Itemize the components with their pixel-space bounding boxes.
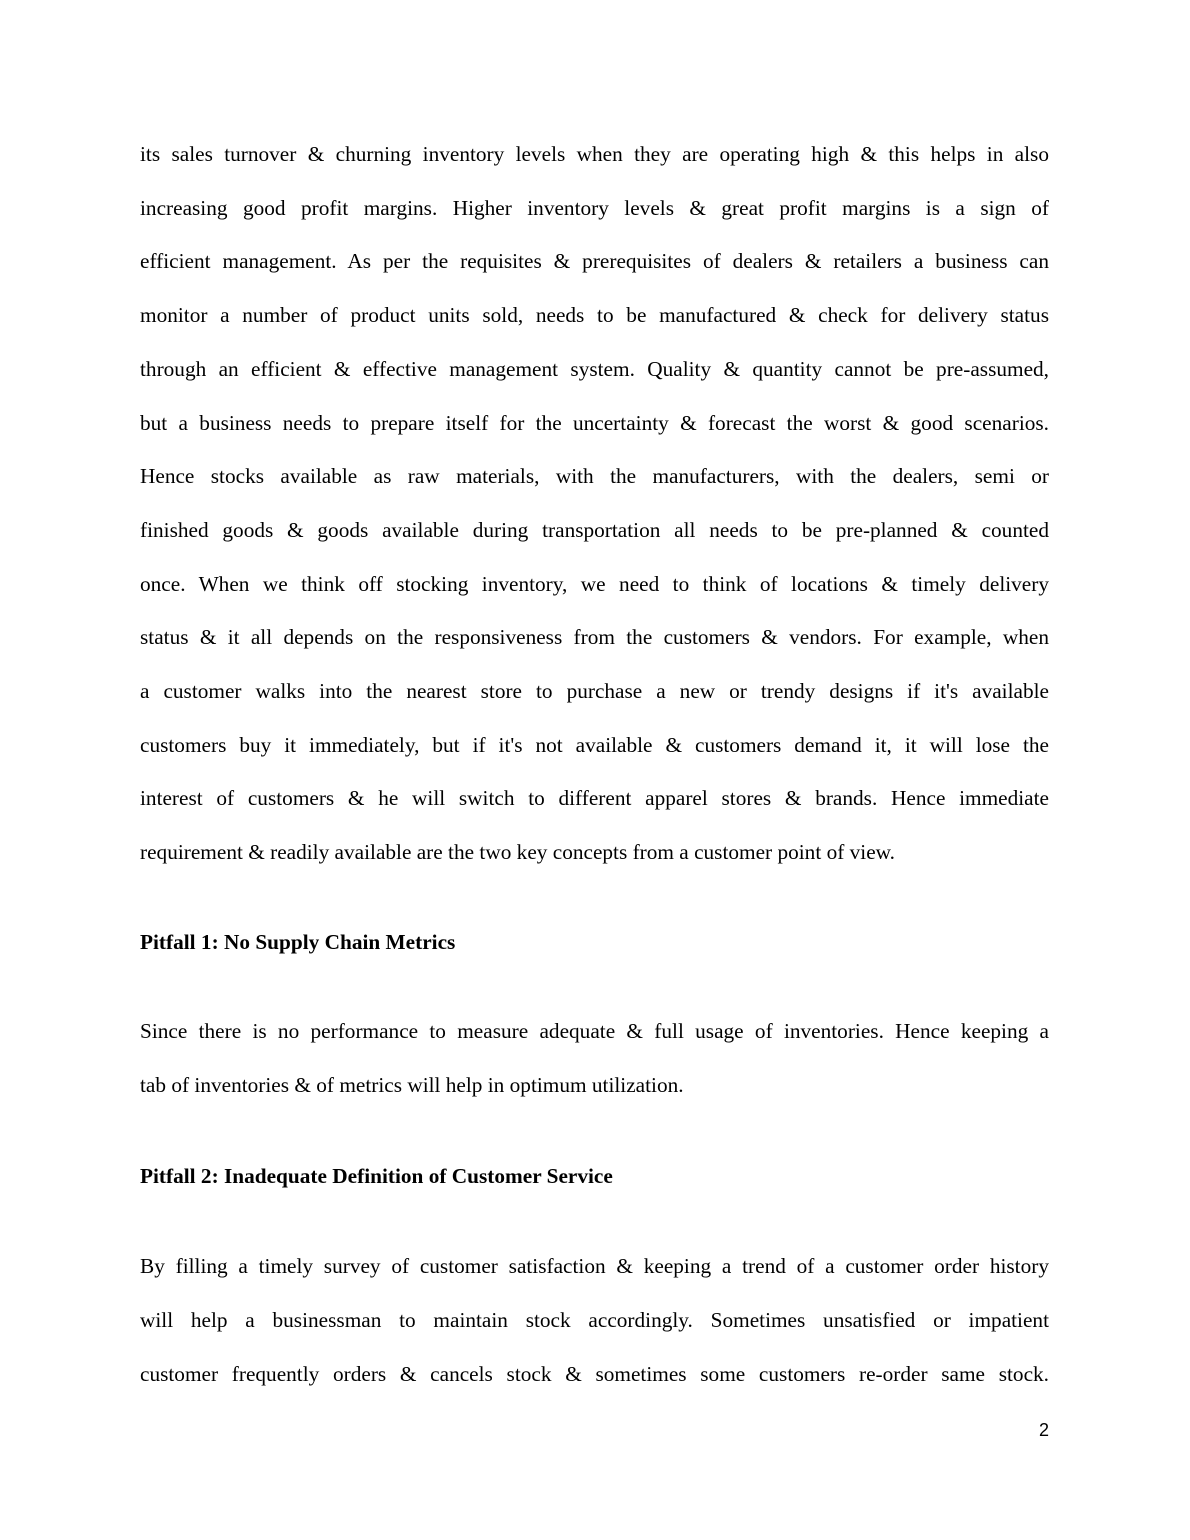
section-heading-pitfall-2: Pitfall 2: Inadequate Definition of Customer Service	[140, 1164, 613, 1188]
paragraph-line: finished goods & goods available during transportation all needs to be pre-planned & counted	[140, 517, 1049, 542]
paragraph-line: customers buy it immediately, but if it's not available & customers demand it, it will lose the	[140, 732, 1049, 757]
page-number: 2	[1038, 1420, 1049, 1440]
paragraph-line: its sales turnover & churning inventory levels when they are operating high & this helps in also	[140, 142, 1049, 166]
paragraph-line: Hence stocks available as raw materials, with the manufacturers, with the dealers, semi or	[140, 464, 1049, 489]
paragraph-line: but a business needs to prepare itself for the uncertainty & forecast the worst & good scenarios.	[140, 410, 1049, 435]
paragraph-line: increasing good profit margins. Higher inventory levels & great profit margins is a sign of	[140, 195, 1049, 220]
section-heading-pitfall-1: Pitfall 1: No Supply Chain Metrics	[140, 930, 456, 954]
paragraph-line: interest of customers & he will switch to different apparel stores & brands. Hence immediate	[140, 786, 1049, 811]
paragraph-line: efficient management. As per the requisites & prerequisites of dealers & retailers a business can	[140, 249, 1049, 274]
paragraph-line: monitor a number of product units sold, needs to be manufactured & check for delivery status	[140, 303, 1049, 328]
paragraph-line: will help a businessman to maintain stock accordingly. Sometimes unsatisfied or impatient	[140, 1308, 1049, 1332]
paragraph-line: a customer walks into the nearest store to purchase a new or trendy designs if it's available	[140, 679, 1049, 703]
paragraph-line: status & it all depends on the responsiveness from the customers & vendors. For example, when	[140, 625, 1049, 650]
paragraph-line: requirement & readily available are the two key concepts from a customer point of view.	[140, 840, 895, 865]
paragraph-line: tab of inventories & of metrics will help in optimum utilization.	[140, 1073, 684, 1097]
paragraph-line: By filling a timely survey of customer satisfaction & keeping a trend of a customer order history	[140, 1254, 1049, 1278]
paragraph-line: once. When we think off stocking inventory, we need to think of locations & timely delivery	[140, 571, 1049, 596]
paragraph-line: through an efficient & effective management system. Quality & quantity cannot be pre-assumed,	[140, 356, 1049, 381]
paragraph-line: Since there is no performance to measure adequate & full usage of inventories. Hence keeping a	[140, 1019, 1049, 1043]
paragraph-line: customer frequently orders & cancels stock & sometimes some customers re-order same stock.	[140, 1361, 1049, 1386]
